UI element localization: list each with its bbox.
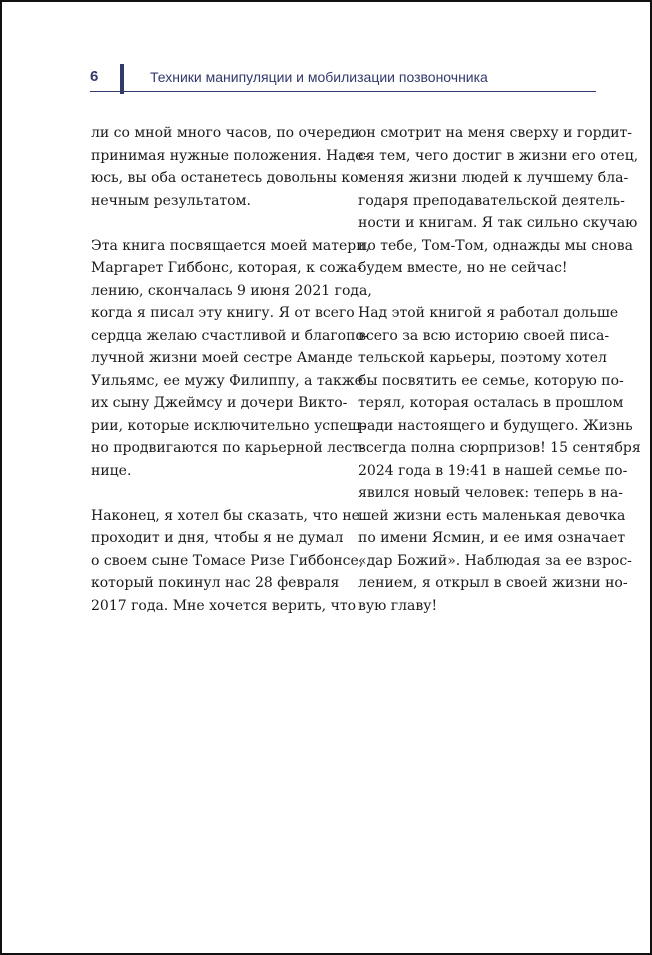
text-line: всего за всю историю своей писа- xyxy=(358,327,610,344)
text-line: юсь, вы оба останетесь довольны ко- xyxy=(91,170,364,186)
text-line: принимая нужные положения. Наде- xyxy=(91,147,369,164)
text-line: вую главу! xyxy=(358,597,438,614)
text-line: шей жизни есть маленькая девочка xyxy=(358,507,626,524)
header-divider xyxy=(90,91,596,92)
paragraph-gap xyxy=(358,280,598,303)
text-line: по тебе, Том-Том, однажды мы снова xyxy=(358,237,633,254)
paragraph xyxy=(91,505,364,618)
text-line: их сыну Джеймсу и дочери Викто- xyxy=(91,395,348,411)
text-line: бы посвятить ее семье, которую по- xyxy=(358,372,624,389)
text-line: рии, которые исключительно успеш- xyxy=(91,417,366,434)
text-line: годаря преподавательской деятель- xyxy=(358,192,625,209)
paragraph xyxy=(358,122,639,280)
page-header xyxy=(90,64,596,94)
text-line: явился новый человек: теперь в на- xyxy=(358,485,623,501)
text-line: по имени Ясмин, и ее имя означает xyxy=(358,530,626,546)
paragraph-gap xyxy=(91,482,331,505)
text-line: всегда полна сюрпризов! 15 сентября xyxy=(358,440,641,456)
text-line: 2017 года. Мне хочется верить, что xyxy=(91,597,357,614)
text-line: ности и книгам. Я так сильно скучаю xyxy=(358,215,638,231)
text-line: «дар Божий». Наблюдая за ее взрос- xyxy=(358,552,632,569)
text-line: нечным результатом. xyxy=(91,192,251,209)
text-line: 2024 года в 19:41 в нашей семье по- xyxy=(358,462,628,479)
text-line: тельской карьеры, поэтому хотел xyxy=(358,350,607,366)
text-line: Наконец, я хотел бы сказать, что не xyxy=(91,507,360,524)
text-line: Уильямс, ее мужу Филиппу, а также xyxy=(91,372,363,389)
page-number: 6 xyxy=(90,68,99,85)
text-line: сердца желаю счастливой и благопо- xyxy=(91,327,369,344)
text-line: Над этой книгой я работал дольше xyxy=(358,305,619,321)
text-line: будем вместе, но не сейчас! xyxy=(358,260,568,276)
paragraph xyxy=(358,302,641,617)
text-line: ся тем, чего достиг в жизни его отец, xyxy=(358,147,639,164)
text-line: но продвигаются по карьерной лест- xyxy=(91,440,365,456)
text-line: о своем сыне Томасе Ризе Гиббонсе, xyxy=(91,552,364,569)
header-accent-bar xyxy=(120,64,124,94)
text-line: лением, я открыл в своей жизни но- xyxy=(358,575,628,591)
text-line: меняя жизни людей к лучшему бла- xyxy=(358,170,629,186)
text-line: когда я писал эту книгу. Я от всего xyxy=(91,305,355,321)
text-line: который покинул нас 28 февраля xyxy=(91,575,340,591)
text-line: ради настоящего и будущего. Жизнь xyxy=(358,417,633,434)
text-line: лучной жизни моей сестре Аманде xyxy=(91,350,353,366)
paragraph-gap xyxy=(91,212,331,235)
text-line: нице. xyxy=(91,462,132,479)
text-line: терял, которая осталась в прошлом xyxy=(358,395,624,411)
running-title: Техники манипуляции и мобилизации позвоночника xyxy=(150,69,488,85)
text-line: лению, скончалась 9 июня 2021 года, xyxy=(91,282,372,299)
text-line: Эта книга посвящается моей матери, xyxy=(91,237,371,254)
text-line: ли со мной много часов, по очереди xyxy=(91,125,360,141)
text-line: проходит и дня, чтобы я не думал xyxy=(91,530,344,546)
text-line: Маргарет Гиббонс, которая, к сожа- xyxy=(91,260,362,276)
right-text-column xyxy=(358,122,641,617)
text-line: он смотрит на меня сверху и гордит- xyxy=(358,125,633,141)
paragraph xyxy=(91,235,372,483)
left-text-column xyxy=(91,122,372,617)
paragraph xyxy=(91,122,369,212)
